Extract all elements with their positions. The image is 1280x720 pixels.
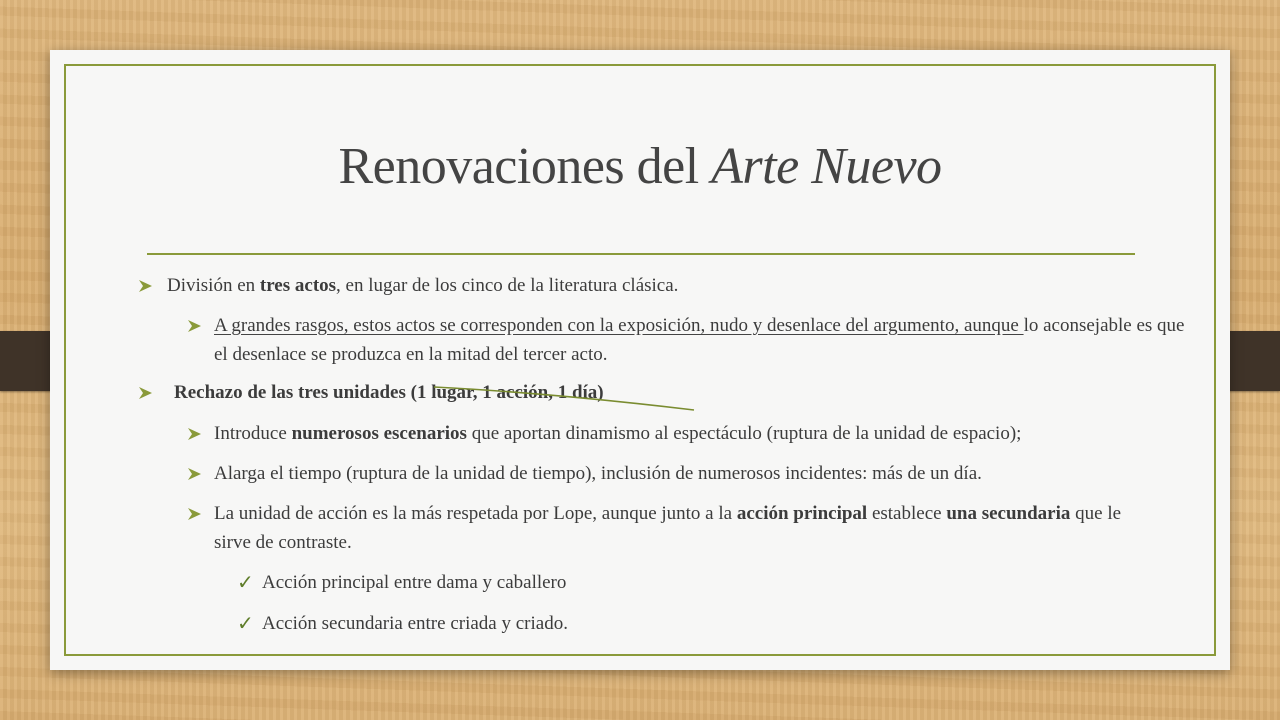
check-item-secundaria [262, 609, 962, 638]
bullet-text: Introduce [214, 423, 292, 444]
bullet-bold: numerosos escenarios [291, 423, 467, 444]
handwritten-strike-icon [432, 383, 697, 413]
arrow-bullet-icon [187, 427, 202, 441]
bullet-tiempo [214, 459, 1214, 488]
bullet-text: establece [867, 503, 947, 524]
bullet-text: Acción secundaria entre criada y criado. [262, 613, 568, 634]
bullet-text: Acción principal entre dama y caballero [262, 572, 567, 593]
bullet-tres-actos [167, 271, 1167, 300]
arrow-bullet-icon [187, 467, 202, 481]
arrow-bullet-icon [187, 319, 202, 333]
bullet-bold: Rechazo de las tres unidades (1 lugar, 1 acción, 1 día) [174, 382, 604, 403]
bullet-text: La unidad de acción es la más respetada por Lope, aunque junto a la [214, 503, 737, 524]
checkmark-icon: ✓ [237, 572, 254, 594]
bullet-text: que aportan dinamismo al espectáculo (ruptura de la unidad de espacio); [466, 423, 1022, 444]
arrow-bullet-icon [187, 507, 202, 521]
bullet-underlined-text: A grandes rasgos, estos actos se corresponden con la exposición, nudo y desenlace del argumento, aunque [214, 315, 1024, 336]
title-plain: Renovaciones del [338, 138, 712, 195]
arrow-bullet-icon [138, 386, 153, 400]
bullet-bold: acción principal [736, 503, 868, 524]
arrow-bullet-icon [138, 279, 153, 293]
bullet-bold: tres actos [259, 275, 337, 296]
bullet-accion [214, 499, 1134, 557]
bullet-text: que le sirve de contraste. [214, 503, 1122, 553]
bullet-grandes-rasgos [214, 311, 1199, 369]
title-italic: Arte Nuevo [711, 138, 942, 195]
check-item-principal [262, 568, 962, 597]
checkmark-icon: ✓ [237, 613, 254, 635]
bullet-text: División en [167, 275, 260, 296]
bullet-escenarios [214, 419, 1214, 448]
bullet-text: Alarga el tiempo (ruptura de la unidad de tiempo), inclusión de numerosos incidentes: más de un día. [214, 463, 982, 484]
bullet-text: lo aconsejable es que el desenlace se produzca en la mitad del tercer acto. [214, 315, 1185, 365]
bullet-text: , en lugar de los cinco de la literatura clásica. [336, 275, 679, 296]
bullet-bold: una secundaria [946, 503, 1071, 524]
